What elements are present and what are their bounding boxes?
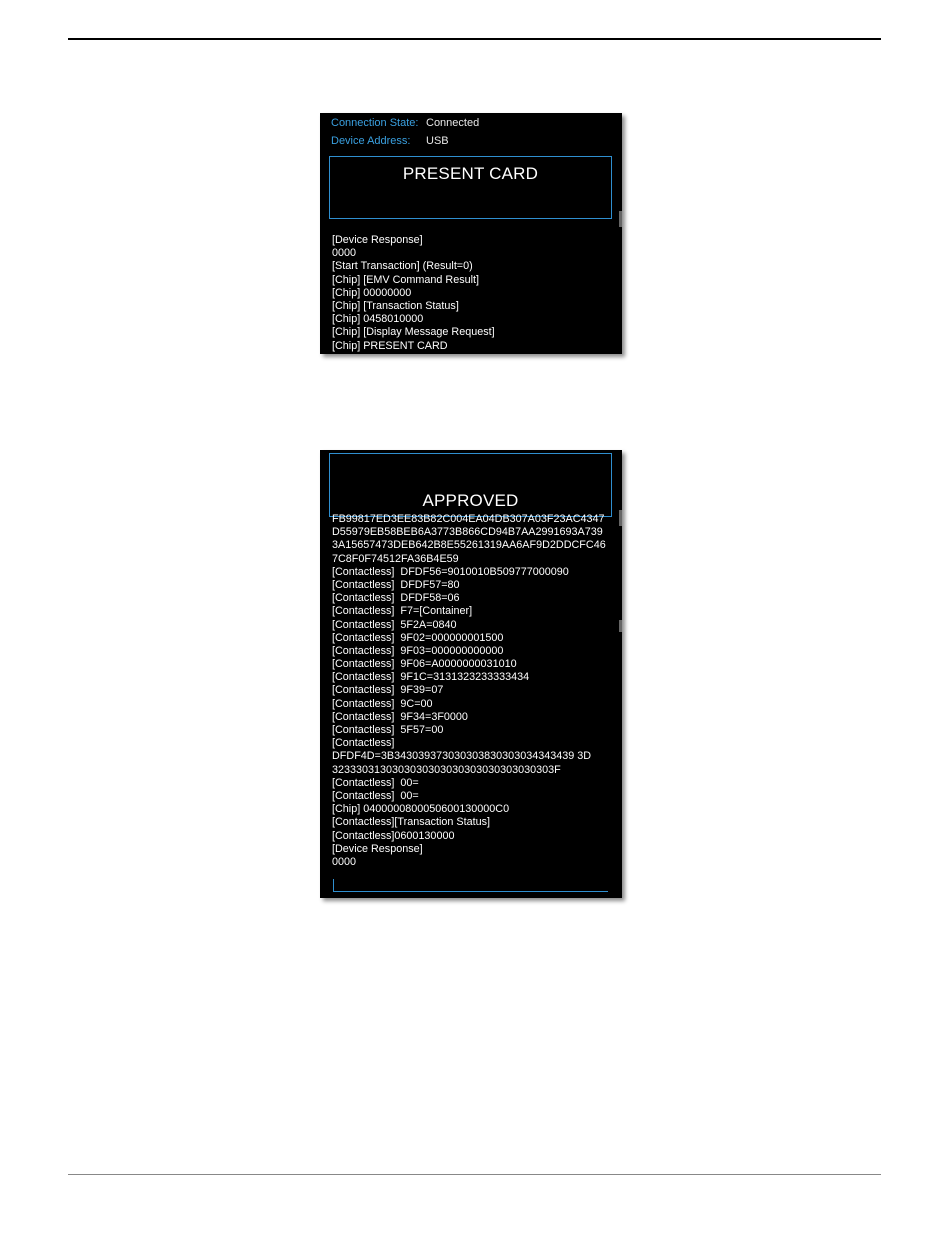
connection-state-row (331, 117, 479, 129)
log-line: [Start Transaction] (Result=0) (332, 260, 473, 273)
log-line: [Contactless] 00= (332, 789, 419, 802)
log-line: [Contactless] (332, 737, 395, 750)
transaction-log (332, 513, 606, 869)
log-line: [Contactless] F7=[Container] (332, 605, 473, 618)
screenshot-present-card (320, 113, 622, 354)
display-message-box (329, 453, 612, 517)
device-address-label: Device Address: (331, 135, 411, 147)
log-line: 3A15657473DEB642B8E55261319AA6AF9D2DDCFC46 (332, 539, 606, 552)
display-message-text: PRESENT CARD (402, 164, 539, 183)
log-line: 0000 (332, 247, 357, 260)
log-input-underline[interactable] (333, 891, 608, 892)
log-line: [Chip] [Display Message Request] (332, 326, 495, 339)
display-message-box (329, 156, 612, 219)
log-line: D55979EB58BEB6A3773B866CD94B7AA2991693A739 (332, 526, 603, 539)
log-line: [Contactless] 9C=00 (332, 697, 433, 710)
log-line: [Chip] [Transaction Status] (332, 299, 459, 312)
log-line: [Device Response] (332, 234, 423, 246)
log-line: [Contactless]0600130000 (332, 829, 455, 842)
log-line: [Contactless] 9F03=000000000000 (332, 644, 504, 657)
device-address-row (331, 135, 449, 147)
log-line: [Contactless] 9F06=A0000000031010 (332, 658, 517, 671)
log-line: [Contactless] DFDF58=06 (332, 592, 460, 605)
log-line: [Contactless] DFDF57=80 (332, 578, 460, 591)
text-caret (333, 879, 334, 891)
log-line: 7C8F0F74512FA36B4E59 (332, 552, 459, 565)
log-line: [Chip] PRESENT CARD (332, 339, 448, 352)
log-line: [Contactless] 9F39=07 (332, 684, 444, 697)
connection-state-label: Connection State: (331, 117, 419, 129)
log-line: [Contactless] 9F34=3F0000 (332, 710, 468, 723)
footer-rule (68, 1174, 881, 1175)
log-line: 3233303130303030303030303030303030303F (332, 763, 561, 776)
scrollbar-thumb[interactable] (619, 510, 622, 526)
connection-state-value: Connected (426, 117, 480, 129)
log-line: [Chip] 0400000800050600130000C0 (332, 803, 510, 816)
display-message-text: APPROVED (422, 491, 519, 510)
log-line: [Contactless] 9F02=000000001500 (332, 631, 504, 644)
log-line: [Chip] 00000000 (332, 286, 412, 299)
log-line: [Contactless] 9F1C=3131323233333434 (332, 671, 530, 684)
log-line: 0000 (332, 855, 357, 868)
scrollbar-thumb[interactable] (619, 211, 622, 227)
device-address-value: USB (426, 135, 449, 147)
scrollbar-thumb-lower[interactable] (619, 620, 622, 632)
log-line: DFDF4D=3B343039373030303830303034343439 3D (332, 750, 592, 763)
log-line: [Contactless][Transaction Status] (332, 816, 491, 829)
log-line: [Chip] 0458010000 (332, 313, 424, 326)
log-line: FB99817ED3EE83B82C004EA04DB307A03F23AC4347 (332, 513, 605, 525)
header-rule (68, 38, 881, 40)
log-line: [Contactless] 5F2A=0840 (332, 618, 457, 631)
log-line: [Contactless] 00= (332, 776, 419, 789)
log-line: [Chip] [EMV Command Result] (332, 273, 480, 286)
screenshot-approved (320, 450, 622, 898)
log-line: [Contactless] DFDF56=9010010B509777000090 (332, 565, 569, 578)
transaction-log (332, 234, 495, 353)
log-line: [Contactless] 5F57=00 (332, 724, 444, 736)
log-line: [Device Response] (332, 842, 423, 855)
